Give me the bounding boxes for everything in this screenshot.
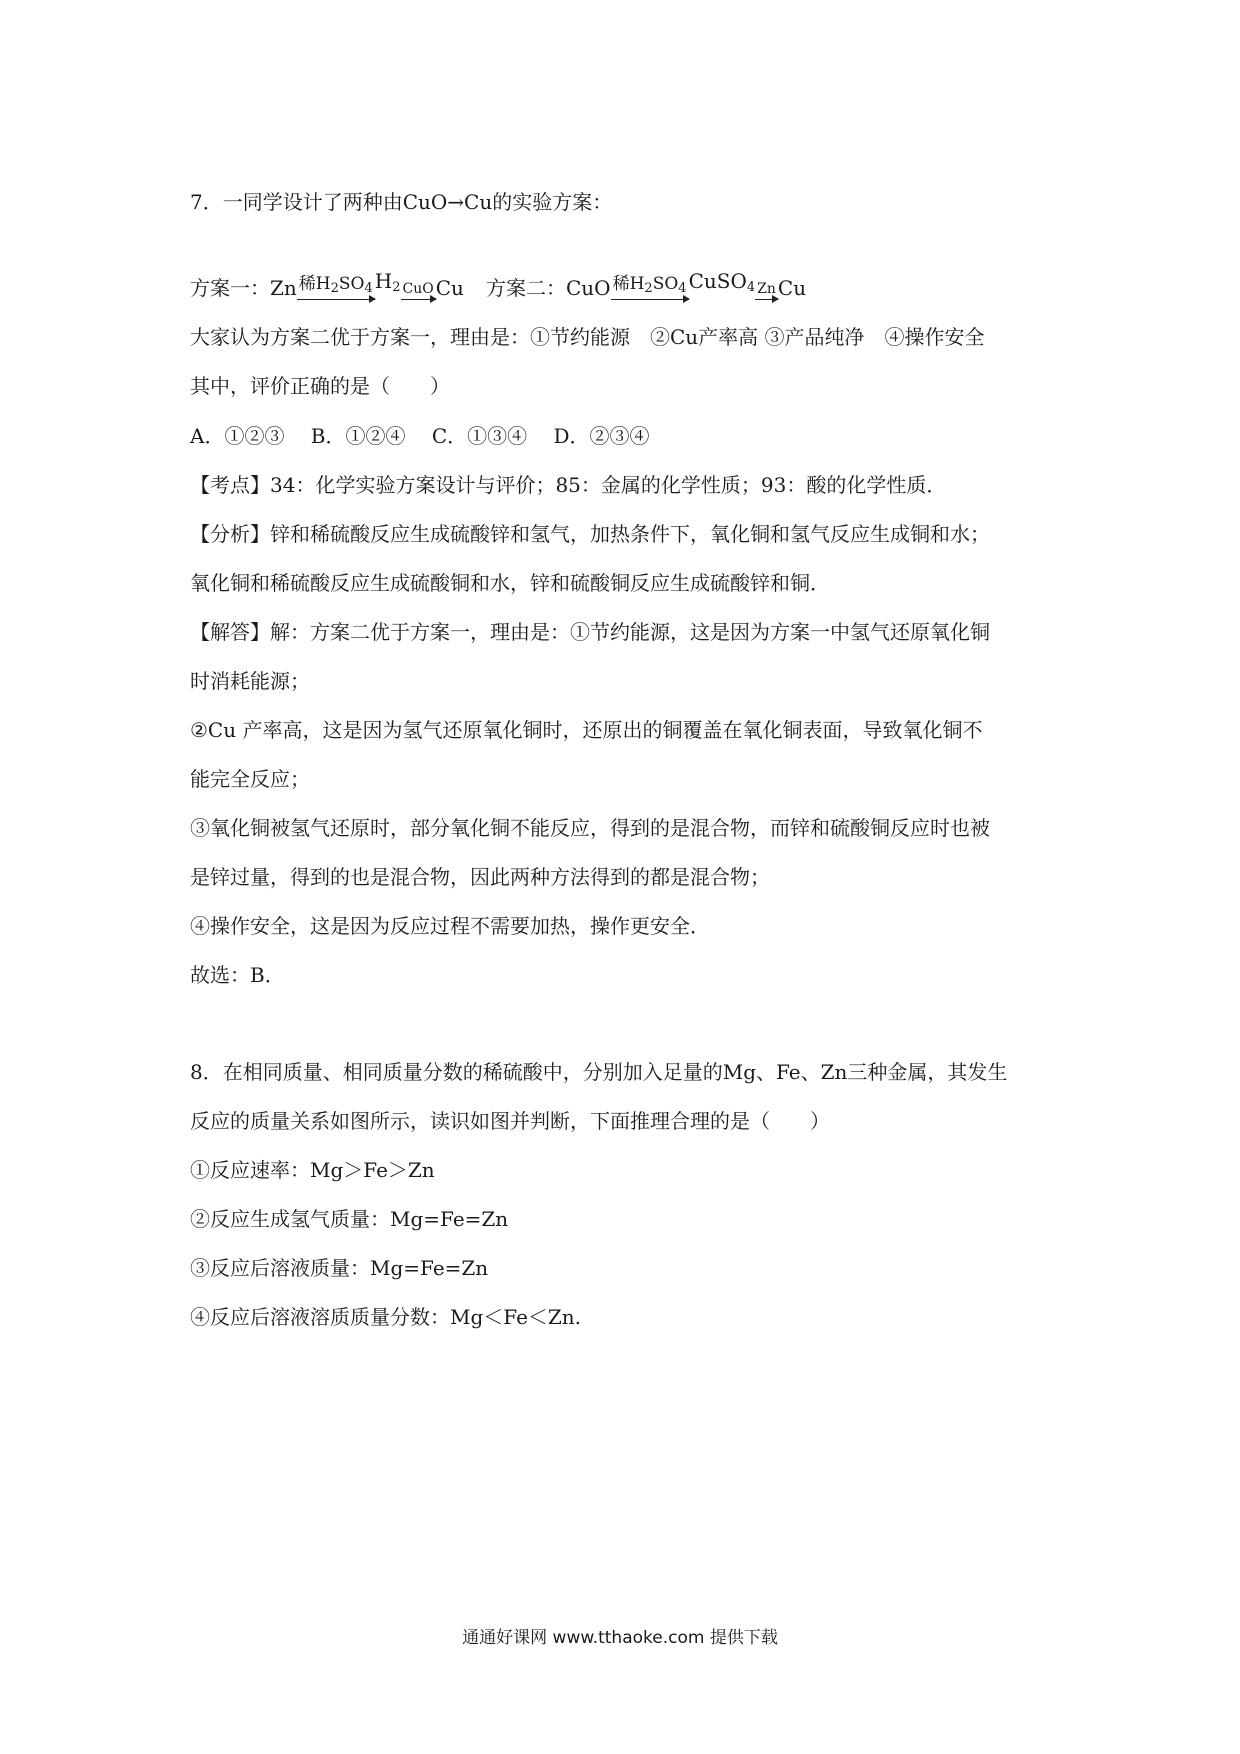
q7-options: A．①②③ B．①②④ C．①③④ D．②③④ [190, 424, 650, 448]
q7-reason: 大家认为方案二优于方案一，理由是：①节约能源 ②Cu产率高 ③产品纯净 ④操作安全 [190, 325, 985, 349]
q7-jieda-line-6: 是锌过量，得到的也是混合物，因此两种方法得到的都是混合物； [190, 865, 770, 889]
scheme-two-start: CuO [566, 276, 611, 300]
scheme-one-arrow-1 [297, 275, 375, 300]
scheme-two [486, 262, 806, 302]
scheme-one-end: Cu [435, 276, 464, 300]
scheme-one-label: 方案一： [190, 276, 270, 300]
q7-jieda-line-3: ②Cu 产率高，这是因为氢气还原氧化铜时，还原出的铜覆盖在氧化铜表面，导致氧化铜不 [190, 718, 983, 742]
scheme-one-condition-1: 稀$H_2SO_4$ [298, 274, 373, 296]
q7-ask: 其中，评价正确的是（ ） [190, 374, 450, 398]
q8-item-1: ①反应速率：Mg＞Fe＞Zn [190, 1158, 435, 1182]
q7-fenxi-line-1: 【分析】锌和稀硫酸反应生成硫酸锌和氢气，加热条件下，氧化铜和氢气反应生成铜和水； [190, 522, 990, 546]
scheme-one-start: Zn [270, 276, 297, 300]
scheme-two-end: Cu [777, 276, 807, 300]
q7-jieda-line-5: ③氧化铜被氢气还原时，部分氧化铜不能反应，得到的是混合物，而锌和硫酸铜反应时也被 [190, 816, 990, 840]
q8-item-4: ④反应后溶液溶质质量分数：Mg＜Fe＜Zn. [190, 1305, 582, 1329]
arrow-icon [401, 299, 436, 300]
q7-answer: 故选：B． [190, 963, 285, 987]
scheme-one-condition-2: CuO [402, 281, 434, 297]
scheme-two-condition-1: 稀$H_2SO_4$ [612, 274, 687, 296]
q7-jieda-line-1: 【解答】解：方案二优于方案一，理由是：①节约能源，这是因为方案一中氢气还原氧化铜 [190, 620, 990, 644]
arrow-icon [755, 299, 778, 300]
arrow-icon [611, 299, 689, 300]
page-footer: 通通好课网 www.tthaoke.com 提供下载 [462, 1628, 778, 1648]
scheme-two-arrow-1 [611, 275, 689, 300]
q7-kaodian: 【考点】34：化学实验方案设计与评价；85：金属的化学性质；93：酸的化学性质． [190, 473, 947, 497]
arrow-icon [297, 299, 375, 300]
q7-jieda-line-7: ④操作安全，这是因为反应过程不需要加热，操作更安全． [190, 914, 710, 938]
q8-stem-line-2: 反应的质量关系如图所示，读识如图并判断，下面推理合理的是（ ） [190, 1109, 830, 1133]
scheme-two-label: 方案二： [486, 276, 566, 300]
q7-jieda-line-2: 时消耗能源； [190, 669, 310, 693]
q8-item-3: ③反应后溶液质量：Mg=Fe=Zn [190, 1256, 489, 1280]
q7-fenxi-line-2: 氧化铜和稀硫酸反应生成硫酸铜和水，锌和硫酸铜反应生成硫酸锌和铜． [190, 571, 830, 595]
scheme-one-intermediate: $H_2$ [374, 269, 401, 295]
scheme-one-arrow-2 [401, 280, 436, 300]
scheme-two-intermediate: CuSO$_4$ [688, 269, 756, 295]
q7-jieda-line-4: 能完全反应； [190, 767, 310, 791]
scheme-two-arrow-2 [755, 280, 778, 300]
q8-item-2: ②反应生成氢气质量：Mg=Fe=Zn [190, 1207, 509, 1231]
q7-schemes [190, 262, 1090, 302]
scheme-two-condition-2: Zn [757, 281, 776, 297]
scheme-one [190, 262, 464, 302]
q7-stem: 7．一同学设计了两种由CuO→Cu的实验方案： [190, 190, 613, 214]
q8-stem-line-1: 8．在相同质量、相同质量分数的稀硫酸中，分别加入足量的Mg、Fe、Zn三种金属，其发生 [190, 1060, 1008, 1084]
